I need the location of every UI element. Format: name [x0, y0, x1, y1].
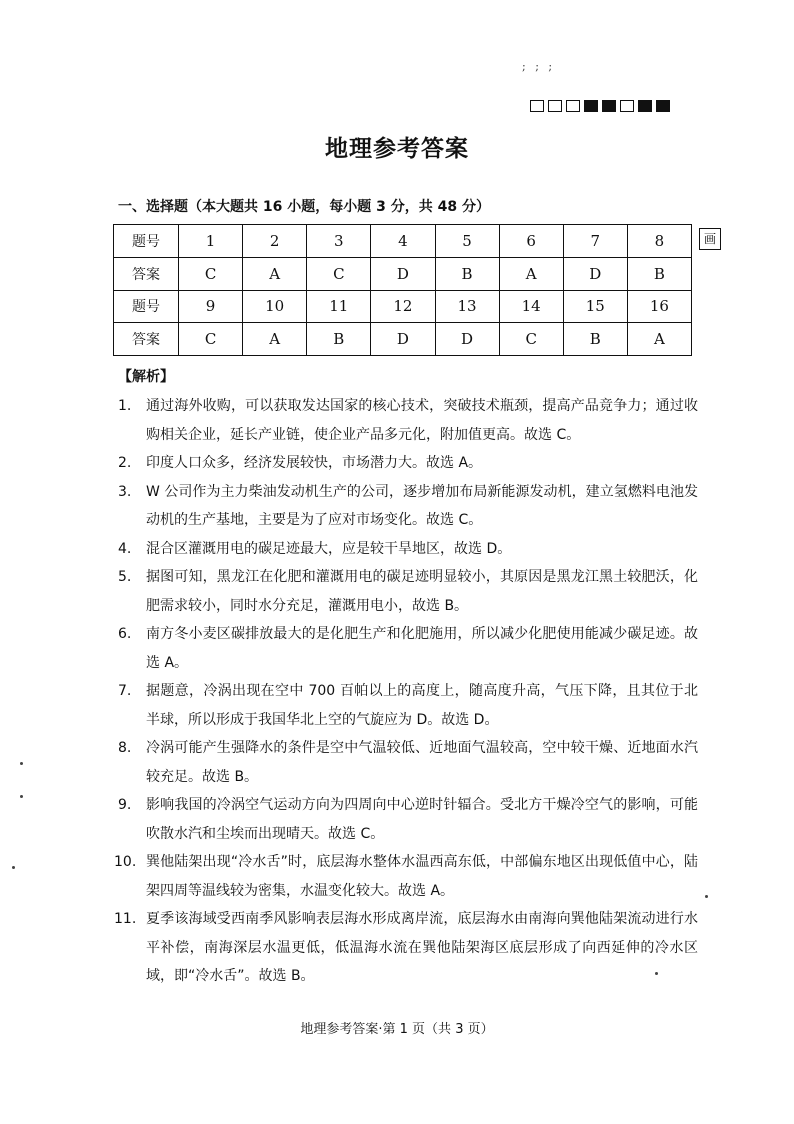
answer-row [114, 323, 692, 356]
row-label: 题号 [114, 290, 179, 323]
answer-cell: B [627, 257, 691, 290]
analysis-item [118, 791, 698, 848]
answer-cell: D [371, 257, 435, 290]
item-text: 南方冬小麦区碳排放最大的是化肥生产和化肥施用，所以减少化肥使用能减少碳足迹。故选 A。 [146, 626, 698, 671]
analysis-item [118, 535, 698, 564]
answer-cell: B [563, 323, 627, 356]
answer-cell: C [179, 257, 243, 290]
answer-cell: A [627, 323, 691, 356]
analysis-item [118, 563, 698, 620]
answer-cell: D [371, 323, 435, 356]
box-mark [584, 100, 598, 112]
scan-marks: ; ; ; [522, 60, 556, 73]
question-number-cell: 7 [563, 225, 627, 258]
item-number: 5. [118, 569, 132, 585]
item-number: 7. [118, 683, 132, 699]
item-text: 冷涡可能产生强降水的条件是空中气温较低、近地面气温较高，空中较干燥、近地面水汽较充足。故选 B。 [146, 740, 698, 785]
question-number-cell: 4 [371, 225, 435, 258]
answer-cell: A [243, 323, 307, 356]
item-number: 8. [118, 740, 132, 756]
item-text: 巽他陆架出现“冷水舌”时，底层海水整体水温西高东低，中部偏东地区出现低值中心，陆架四周等温线较为密集，水温变化较大。故选 A。 [146, 854, 698, 899]
box-mark [620, 100, 634, 112]
item-number: 9. [118, 797, 132, 813]
answer-cell: C [307, 257, 371, 290]
scan-speck [20, 795, 23, 798]
item-text: 据图可知，黑龙江在化肥和灌溉用电的碳足迹明显较小，其原因是黑龙江黑土较肥沃，化肥需求较小，同时水分充足，灌溉用电小，故选 B。 [146, 569, 698, 614]
answer-cell: D [563, 257, 627, 290]
answer-row [114, 257, 692, 290]
question-number-cell: 10 [243, 290, 307, 323]
answer-table [113, 224, 692, 356]
item-number: 6. [118, 626, 132, 642]
question-number-cell: 5 [435, 225, 499, 258]
question-number-cell: 16 [627, 290, 691, 323]
box-mark [656, 100, 670, 112]
question-number-cell: 9 [179, 290, 243, 323]
answer-cell: D [435, 323, 499, 356]
analysis-list [114, 392, 698, 991]
box-mark [530, 100, 544, 112]
analysis-item [114, 848, 698, 905]
answer-cell: B [435, 257, 499, 290]
answer-cell: A [499, 257, 563, 290]
page-footer: 地理参考答案·第 1 页（共 3 页） [300, 1022, 494, 1037]
row-label: 答案 [114, 323, 179, 356]
item-number: 4. [118, 540, 132, 557]
section-heading: 一、选择题（本大题共 16 小题，每小题 3 分，共 48 分） [118, 199, 490, 215]
item-text: 影响我国的冷涡空气运动方向为四周向中心逆时针辐合。受北方干燥冷空气的影响，可能吹散水汽和尘埃而出现晴天。故选 C。 [146, 797, 698, 842]
box-mark [638, 100, 652, 112]
question-number-cell: 14 [499, 290, 563, 323]
item-text: 印度人口众多，经济发展较快，市场潜力大。故选 A。 [146, 455, 483, 471]
scan-speck [12, 866, 15, 869]
analysis-heading: 【解析】 [118, 369, 174, 385]
item-text: 夏季该海域受西南季风影响表层海水形成离岸流，底层海水由南海向巽他陆架流动进行水平补偿，南海深层水温更低，低温海水流在巽他陆架海区底层形成了向西延伸的冷水区域，即“冷水舌”。故选 B。 [146, 911, 698, 984]
answer-sheet-box-marks [530, 100, 670, 112]
answer-cell: C [499, 323, 563, 356]
answer-cell: C [179, 323, 243, 356]
item-number: 11. [114, 911, 137, 927]
analysis-item [118, 677, 698, 734]
item-text: 通过海外收购，可以获取发达国家的核心技术，突破技术瓶颈，提高产品竞争力；通过收购相关企业，延长产业链，使企业产品多元化，附加值更高。故选 C。 [146, 398, 698, 443]
question-number-cell: 11 [307, 290, 371, 323]
side-stamp-icon: 画 [699, 228, 721, 250]
question-number-cell: 6 [499, 225, 563, 258]
box-mark [548, 100, 562, 112]
item-text: 据题意，冷涡出现在空中 700 百帕以上的高度上，随高度升高，气压下降，且其位于北半球，所以形成于我国华北上空的气旋应为 D。故选 D。 [146, 683, 698, 728]
item-number: 3. [118, 483, 132, 500]
scan-speck [20, 762, 23, 765]
question-number-cell: 1 [179, 225, 243, 258]
item-text: W 公司作为主力柴油发动机生产的公司，逐步增加布局新能源发动机，建立氢燃料电池发动机的生产基地，主要是为了应对市场变化。故选 C。 [146, 483, 698, 528]
row-label: 答案 [114, 257, 179, 290]
question-number-cell: 15 [563, 290, 627, 323]
question-number-cell: 13 [435, 290, 499, 323]
question-number-cell: 8 [627, 225, 691, 258]
scan-speck [655, 972, 658, 975]
question-number-row [114, 225, 692, 258]
item-number: 2. [118, 455, 132, 471]
question-number-cell: 3 [307, 225, 371, 258]
analysis-item [118, 478, 698, 535]
question-number-cell: 2 [243, 225, 307, 258]
item-number: 10. [114, 854, 137, 870]
analysis-item [118, 392, 698, 449]
page-title: 地理参考答案 [325, 135, 469, 162]
answer-cell: A [243, 257, 307, 290]
row-label: 题号 [114, 225, 179, 258]
item-text: 混合区灌溉用电的碳足迹最大，应是较干旱地区，故选 D。 [146, 540, 512, 557]
scan-speck [705, 895, 708, 898]
analysis-item [118, 620, 698, 677]
question-number-row [114, 290, 692, 323]
box-mark [566, 100, 580, 112]
analysis-item [114, 905, 698, 991]
analysis-item [118, 449, 698, 478]
question-number-cell: 12 [371, 290, 435, 323]
box-mark [602, 100, 616, 112]
item-number: 1. [118, 398, 132, 414]
analysis-item [118, 734, 698, 791]
answer-cell: B [307, 323, 371, 356]
